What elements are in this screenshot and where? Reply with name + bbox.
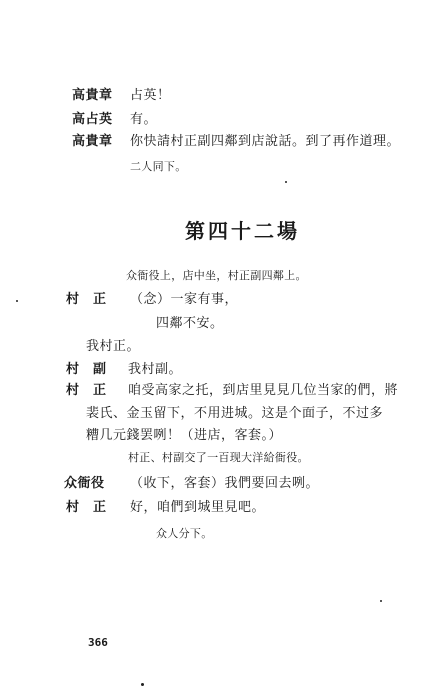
dialogue-line: 好，咱們到城里見吧。 bbox=[130, 500, 266, 515]
dialogue-line: 糟几元錢罢咧！（进店，客套。） bbox=[86, 428, 283, 443]
scan-speck bbox=[16, 300, 18, 302]
speaker-cunzheng: 村 正 bbox=[66, 500, 107, 515]
dialogue-line: （收下，客套）我們要回去咧。 bbox=[130, 476, 320, 491]
speaker-gao-guizhang: 高貴章 bbox=[72, 134, 113, 149]
scan-speck bbox=[141, 683, 144, 686]
dialogue-line: 你快請村正副四鄰到店說話。到了再作道理。 bbox=[130, 134, 401, 149]
dialogue-line: 我村副。 bbox=[128, 362, 183, 377]
stage-direction: 众衙役上，店中坐，村正副四鄰上。 bbox=[126, 269, 307, 282]
dialogue-line: 我村正。 bbox=[86, 339, 141, 354]
dialogue-line: （念）一家有事， bbox=[130, 292, 239, 307]
speaker-cunzheng: 村 正 bbox=[66, 292, 107, 307]
speaker-zhong-yayi: 众衙役 bbox=[64, 476, 105, 491]
dialogue-line: 有。 bbox=[130, 112, 158, 127]
scan-speck bbox=[380, 600, 382, 602]
dialogue-line: 咱受高家之托，到店里見見几位当家的們，將 bbox=[128, 383, 399, 398]
scan-speck bbox=[285, 181, 287, 183]
dialogue-line: 裴氏、金玉留下，不用进城。这是个面子，不过多 bbox=[86, 406, 384, 421]
stage-direction: 二人同下。 bbox=[130, 160, 187, 173]
page-number: 366 bbox=[88, 636, 108, 649]
speaker-cunfu: 村 副 bbox=[66, 362, 107, 377]
scene-title: 第四十二場 bbox=[185, 219, 300, 243]
speaker-cunzheng: 村 正 bbox=[66, 383, 107, 398]
dialogue-line: 占英！ bbox=[130, 88, 171, 103]
dialogue-line: 四鄰不安。 bbox=[156, 316, 224, 331]
speaker-gao-zhanying: 高占英 bbox=[72, 112, 113, 127]
stage-direction: 众人分下。 bbox=[156, 527, 213, 540]
stage-direction: 村正、村副交了一百现大洋給衙役。 bbox=[128, 451, 309, 464]
speaker-gao-guizhang: 高貴章 bbox=[72, 88, 113, 103]
